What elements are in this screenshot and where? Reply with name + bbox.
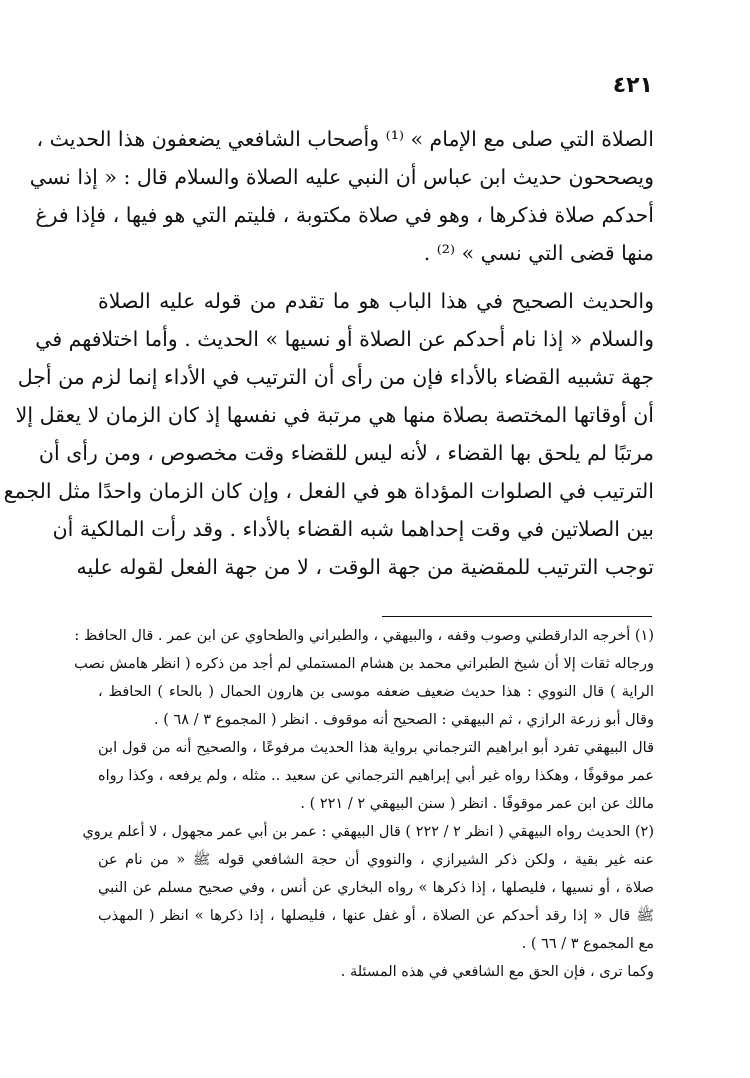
footnote-line: (١) أخرجه الدارقطني وصوب وقفه ، والبيهقي ، والطبراني والطحاوي عن ابن عمر . قال الحافظ : bbox=[74, 628, 654, 644]
footnote-line: ﷺ قال « إذا رقد أحدكم عن الصلاة ، أو غفل عنها ، فليصلها ، إذا ذكرها » انظر ( المهذب bbox=[98, 908, 654, 924]
footnote-2 bbox=[82, 818, 654, 986]
footnote-separator bbox=[382, 616, 652, 617]
paragraph-1 bbox=[29, 120, 654, 272]
footnote-1 bbox=[74, 622, 654, 818]
footnote-line: قال البيهقي تفرد أبو ابراهيم الترجماني برواية هذا الحديث مرفوعًا ، والصحيح أنه من قول ابن bbox=[98, 740, 654, 756]
footnote-line: عنه غير بقية ، ولكن ذكر الشيرازي ، والنووي أن حجة الشافعي قوله ﷺ « من نام عن bbox=[98, 852, 654, 868]
text-line: الصلاة التي صلى مع الإمام » ⁽¹⁾ وأصحاب الشافعي يضعفون هذا الحديث ، bbox=[36, 127, 654, 151]
footnote-line: صلاة ، أو نسيها ، فليصلها ، إذا ذكرها » رواه البخاري عن أنس ، وفي صحيح مسلم عن النبي bbox=[98, 880, 654, 896]
footnote-line: الراية ) قال النووي : هذا حديث ضعيف ضعفه موسى بن هارون الحمال ( بالحاء ) الحافظ ، bbox=[98, 684, 654, 700]
text-line: ويصححون حديث ابن عباس أن النبي عليه الصلاة والسلام قال : « إذا نسي bbox=[29, 165, 654, 189]
text-line: توجب الترتيب للمقضية من جهة الوقت ، لا من جهة الفعل لقوله عليه bbox=[76, 555, 654, 579]
footnote-line: وكما ترى ، فإن الحق مع الشافعي في هذه المسئلة . bbox=[340, 964, 654, 980]
text-line: جهة تشبيه القضاء بالأداء فإن من رأى أن الترتيب في الأداء إنما لزم من أجل bbox=[17, 365, 654, 389]
text-line: بين الصلاتين في وقت إحداهما شبه القضاء بالأداء . وقد رأت المالكية أن bbox=[52, 517, 654, 541]
footnote-line: ورجاله ثقات إلا أن شيخ الطبراني محمد بن هشام المستملي لم أجد من ذكره ( انظر هامش نصب bbox=[74, 656, 654, 672]
text-line: والحديث الصحيح في هذا الباب هو ما تقدم من قوله عليه الصلاة bbox=[98, 289, 654, 313]
text-line: أحدكم صلاة فذكرها ، وهو في صلاة مكتوبة ، فليتم التي هو فيها ، فإذا فرغ bbox=[35, 203, 654, 227]
footnote-line: مع المجموع ٣ / ٦٦ ) . bbox=[521, 936, 654, 952]
main-text bbox=[3, 120, 654, 586]
paragraph-2 bbox=[3, 282, 654, 586]
text-line: منها قضى التي نسي » ⁽²⁾ . bbox=[423, 241, 654, 265]
footnote-line: (٢) الحديث رواه البيهقي ( انظر ٢ / ٢٢٢ ) قال البيهقي : عمر بن أبي عمر مجهول ، لا أعلم يروي bbox=[82, 824, 654, 840]
text-line: الترتيب في الصلوات المؤداة هو في الفعل ، وإن كان الزمان واحدًا مثل الجمع bbox=[3, 479, 654, 503]
text-line: مرتبًا لم يلحق بها القضاء ، لأنه ليس للقضاء وقت مخصوص ، ومن رأى أن bbox=[38, 441, 654, 465]
footnote-line: مالك عن ابن عمر موقوفًا . انظر ( سنن البيهقي ٢ / ٢٢١ ) . bbox=[300, 796, 654, 812]
footnote-line: عمر موقوفًا ، وهكذا رواه غير أبي إبراهيم الترجماني عن سعيد .. مثله ، ولم يرفعه ، وكذا رواه bbox=[98, 768, 654, 784]
page-number: ٤٢١ bbox=[612, 73, 653, 98]
text-line: أن أوقاتها المختصة بصلاة منها هي مرتبة في نفسها إذ كان الزمان لا يعقل إلا bbox=[15, 403, 654, 427]
footnote-line: وقال أبو زرعة الرازي ، ثم البيهقي : الصحيح أنه موقوف . انظر ( المجموع ٣ / ٦٨ ) . bbox=[154, 712, 654, 728]
text-line: والسلام « إذا نام أحدكم عن الصلاة أو نسيها » الحديث . وأما اختلافهم في bbox=[35, 327, 654, 351]
footnotes bbox=[74, 622, 654, 986]
